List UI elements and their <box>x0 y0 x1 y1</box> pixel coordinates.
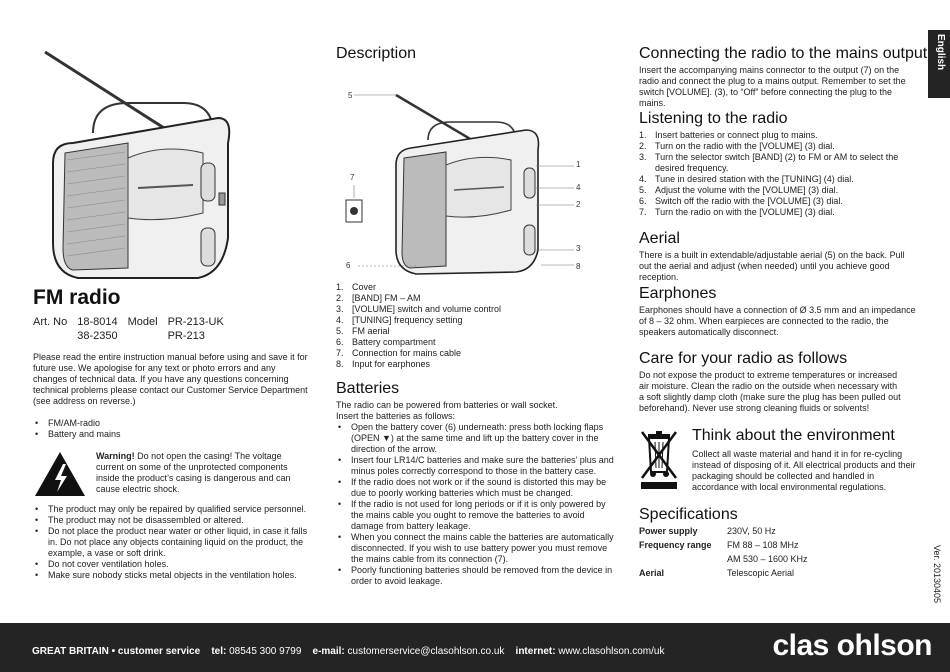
language-tab <box>928 30 950 98</box>
list-item: 4. Tune in desired station with the [TUNING] (4) dial. <box>639 174 854 184</box>
region-label: GREAT BRITAIN • customer service <box>32 646 201 657</box>
list-item: • The product may only be repaired by qualified service personnel. <box>33 504 308 515</box>
list-item: • Do not place the product near water or other liquid, in case it falls in. Do not place any objects containing liquid on the product, the example, a vase or soft drink. <box>33 526 308 559</box>
model-2: PR-213 <box>167 330 205 342</box>
radio-diagram <box>336 80 586 280</box>
list-item: 4. [TUNING] frequency setting <box>336 315 463 325</box>
email-label: e-mail: <box>312 646 345 657</box>
care-title: Care for your radio as follows <box>639 350 848 367</box>
list-item: • Open the battery cover (6) underneath: press both locking flaps (OPEN ▼) at the same time and lift up the battery cover in the direction of the arrow. <box>336 422 619 455</box>
model-label: Model <box>127 316 158 328</box>
web-label: internet: <box>515 646 556 657</box>
listening-title: Listening to the radio <box>639 110 788 127</box>
environment-title: Think about the environment <box>692 427 895 444</box>
list-item: • If the radio is not used for long periods or if it is only powered by the mains cable you ought to remove the batteries to avoid damage from battery leakage. <box>336 499 619 532</box>
footer-bar <box>0 623 950 672</box>
radio-illustration <box>33 48 273 288</box>
callout-3: 3 <box>576 244 581 253</box>
mains-text: Insert the accompanying mains connector to the output (7) on the radio and connect the plug to a mains output. Remember to set the switch [VOLUME]. (3), to “Off” before connecting the plug to the mains. <box>639 65 906 108</box>
care-text: Do not expose the product to extreme temperatures or increased air moisture. Clean the radio on the outside when necessary with a soft slightly damp cloth (make sure the plug has been pulled out beforehand). Never use strong cleaning fluids or solvents! <box>639 370 901 413</box>
spec-value: Telescopic Aerial <box>727 568 795 578</box>
environment-text: Collect all waste material and hand it in for re-cycling instead of disposing of it. All electrical products and their packaging should be collected and handled in accordance with local environmental regulations. <box>692 449 916 492</box>
list-item: 5. Adjust the volume with the [VOLUME] (3) dial. <box>639 185 839 195</box>
list-item: • When you connect the mains cable the batteries are automatically disconnected. If you wish to use battery power you must remove the mains cable from its connection (7). <box>336 532 619 565</box>
spec-label: Aerial <box>639 568 665 578</box>
listening-steps <box>639 130 899 218</box>
specifications-table <box>639 524 808 580</box>
earphones-title: Earphones <box>639 285 717 302</box>
batteries-intro: The radio can be powered from batteries or wall socket. Insert the batteries as follows: <box>336 400 558 421</box>
warning-icon <box>33 450 87 498</box>
article-numbers <box>33 315 234 343</box>
callout-2: 2 <box>576 200 581 209</box>
brand-logo: clas ohlson <box>772 629 932 662</box>
earphones-text: Earphones should have a connection of Ø 3.5 mm and an impedance of 8 – 32 ohm. When earpieces are connected to the radio, the speakers automatically disconnect. <box>639 305 916 337</box>
callout-4: 4 <box>576 183 581 192</box>
list-item: 5. FM aerial <box>336 326 390 336</box>
batteries-title: Batteries <box>336 380 400 397</box>
callout-6: 6 <box>346 261 351 270</box>
spec-label: Frequency range <box>639 540 712 550</box>
art-no-label: Art. No <box>33 316 68 328</box>
list-item: 1. Cover <box>336 282 377 292</box>
spec-label: Power supply <box>639 526 698 536</box>
art-no-1: 18-8014 <box>77 316 118 328</box>
list-item: 2. [BAND] FM – AM <box>336 293 421 303</box>
email-value[interactable]: customerservice@clasohlson.co.uk <box>347 646 505 657</box>
list-item: 7. Connection for mains cable <box>336 348 462 358</box>
spec-value: FM 88 – 108 MHz <box>727 540 799 550</box>
list-item: • Make sure nobody sticks metal objects in the ventilation holes. <box>33 570 308 581</box>
list-item: • If the radio does not work or if the sound is distorted this may be due to poorly working batteries which must be changed. <box>336 477 619 499</box>
list-item: • Battery and mains <box>33 429 303 440</box>
list-item: • Insert four LR14/C batteries and make sure the batteries’ plus and minus poles correctly correspond to those in the battery case. <box>336 455 619 477</box>
callout-7: 7 <box>350 173 355 182</box>
web-link[interactable]: www.clasohlson.com/uk <box>558 646 665 657</box>
list-item: 7. Turn the radio on with the [VOLUME] (3) dial. <box>639 207 835 217</box>
tel-label: tel: <box>211 646 227 657</box>
specifications-title: Specifications <box>639 506 738 523</box>
list-item: 1. Insert batteries or connect plug to mains. <box>639 130 818 140</box>
list-item: • FM/AM-radio <box>33 418 303 429</box>
spec-value: AM 530 – 1600 KHz <box>727 554 808 564</box>
language-label: English <box>935 34 946 71</box>
contact-line <box>32 646 664 657</box>
callout-5: 5 <box>348 91 353 100</box>
feature-list <box>33 418 303 440</box>
art-no-2: 38-2350 <box>77 330 118 342</box>
list-item: 6. Battery compartment <box>336 337 436 347</box>
version-label: Ver. 20130405 <box>932 545 942 604</box>
list-item: 3. [VOLUME] switch and volume control <box>336 304 502 314</box>
product-title: FM radio <box>33 286 121 309</box>
parts-list <box>336 282 616 370</box>
list-item: • The product may not be disassembled or altered. <box>33 515 308 526</box>
spec-value: 230V, 50 Hz <box>727 526 776 536</box>
model-1: PR-213-UK <box>167 316 224 328</box>
callout-8: 8 <box>576 262 581 271</box>
warning-text <box>96 451 306 495</box>
list-item: 2. Turn on the radio with the [VOLUME] (3) dial. <box>639 141 835 151</box>
aerial-text: There is a built in extendable/adjustable aerial (5) on the back. Pull out the aerial and adjust (when needed) until you achieve good reception. <box>639 250 905 282</box>
warning-label: Warning! <box>96 451 135 461</box>
list-item: 3. Turn the selector switch [BAND] (2) to FM or AM to select the desired frequency. <box>639 152 899 173</box>
intro-text: Please read the entire instruction manual before using and save it for future use. We apologise for any text or photo errors and any changes of technical data. If you have any questions concerning technical problems please contact our Customer Service Department (see address on reverse.) <box>33 352 308 406</box>
callout-1: 1 <box>576 160 581 169</box>
aerial-title: Aerial <box>639 230 680 247</box>
list-item: • Poorly functioning batteries should be removed from the device in order to avoid leakage. <box>336 565 619 587</box>
batteries-list <box>336 422 619 587</box>
tel-value: 08545 300 9799 <box>229 646 302 657</box>
warning-body: Do not open the casing! The voltage current on some of the unprotected components inside the product’s casing is dangerous and can cause electric shock. <box>96 451 291 494</box>
mains-title: Connecting the radio to the mains output <box>639 45 928 62</box>
list-item: 6. Switch off the radio with the [VOLUME] (3) dial. <box>639 196 843 206</box>
safety-list <box>33 504 308 581</box>
description-title: Description <box>336 45 417 62</box>
list-item: • Do not cover ventilation holes. <box>33 559 308 570</box>
weee-bin-icon <box>639 428 679 490</box>
list-item: 8. Input for earphones <box>336 359 431 369</box>
